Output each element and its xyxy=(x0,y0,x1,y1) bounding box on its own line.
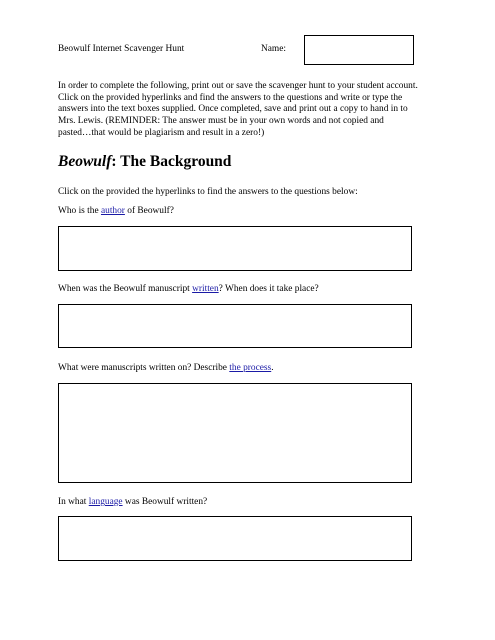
intro-line: Click on the provided hyperlinks and find the answers to the questions and write or type the xyxy=(58,92,403,103)
intro-line: Mrs. Lewis. (REMINDER: The answer must be in your own words and not copied and xyxy=(58,116,384,127)
intro-line: answers into the text boxes supplied. Once completed, save and print out a copy to hand in to xyxy=(58,104,408,115)
section-heading xyxy=(58,153,231,171)
document-title: Beowulf Internet Scavenger Hunt xyxy=(58,44,185,54)
language-link[interactable]: language xyxy=(88,497,123,507)
question-text: ? When does it take place? xyxy=(218,284,319,294)
the-process-link[interactable]: the process xyxy=(229,363,272,373)
question-4 xyxy=(58,496,207,508)
name-input-box[interactable] xyxy=(304,35,414,65)
question-text: . xyxy=(271,363,274,373)
author-link[interactable]: author xyxy=(100,206,125,216)
written-link[interactable]: written xyxy=(192,284,219,294)
intro-line: In order to complete the following, print out or save the scavenger hunt to your student account. xyxy=(58,81,418,91)
question-3 xyxy=(58,362,274,374)
answer-box-4[interactable] xyxy=(58,516,412,561)
question-text: Who is the xyxy=(58,206,101,216)
answer-box-2[interactable] xyxy=(58,304,412,348)
question-1 xyxy=(58,205,174,217)
question-text: In what xyxy=(58,497,89,507)
section-heading-italic: Beowulf xyxy=(58,153,112,170)
section-heading-rest: : The Background xyxy=(111,153,232,170)
intro-line: pasted…that would be plagiarism and result in a zero!) xyxy=(58,127,265,138)
question-text: When was the Beowulf manuscript xyxy=(58,284,193,294)
question-text: What were manuscripts written on? Describe xyxy=(58,363,230,373)
answer-box-1[interactable] xyxy=(58,226,412,271)
section-instruction: Click on the provided the hyperlinks to find the answers to the questions below: xyxy=(58,187,358,197)
intro-paragraph xyxy=(58,81,443,140)
question-text: was Beowulf written? xyxy=(122,497,208,507)
answer-box-3[interactable] xyxy=(58,383,412,483)
name-label: Name: xyxy=(261,44,286,54)
question-text: of Beowulf? xyxy=(124,206,174,216)
question-2 xyxy=(58,283,319,295)
